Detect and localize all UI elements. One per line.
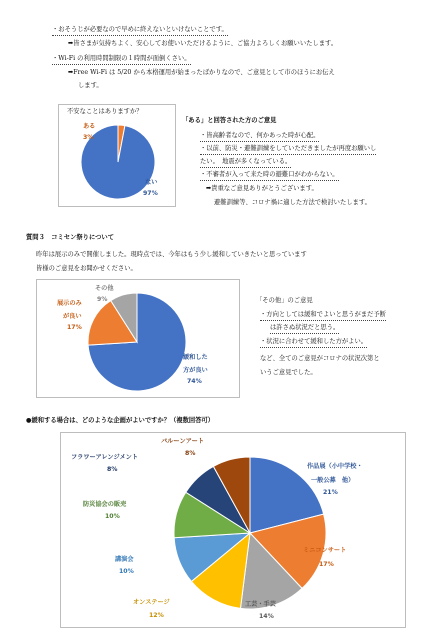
pie3-value-concert: 17% [319, 561, 334, 568]
pie-chart-3-frame [60, 432, 406, 628]
top-line-4b: します。 [78, 82, 103, 89]
pie3-label-bousai: 防災協会の販売 [83, 501, 127, 508]
q3-heading: 質問３ コミセン祭りについて [26, 234, 115, 241]
pie3-value-exhibit: 21% [323, 489, 338, 496]
pie2-value-exhibit: 17% [67, 324, 82, 331]
pie-chart-1-title: 不安なことはありますか？ [67, 108, 143, 115]
q3-body-1: 昨年は展示のみで開催しました。現時点では、今年はもう少し緩和していきたいと思っています [36, 251, 307, 258]
comment1-2: ・以前、防災・避難訓練をしていただきましたが再度お願いし [200, 145, 376, 155]
pie1-value-aru: 3% [83, 134, 94, 141]
other-opinion-3: ・状況に合わせて緩和した方がよい。 [260, 338, 367, 348]
pie3-label-exhibit-2: 一般公募 他） [311, 477, 355, 484]
other-opinion-1: ・方向としては緩和でよいと思うがまだ予断 [260, 311, 386, 321]
pie2-label-relax-2: 方が良い [183, 367, 208, 374]
pie3-value-flower: 8% [107, 466, 118, 473]
other-opinion-summary-2: いうご意見でした。 [260, 369, 317, 376]
pie2-label-exhibit-2: が良い [63, 313, 82, 320]
pie3-value-lecture: 10% [119, 568, 134, 575]
pie3-label-exhibit-1: 作品展（小中学校・ [307, 463, 363, 470]
pie3-value-bousai: 10% [105, 513, 120, 520]
pie3-value-craft: 14% [259, 613, 274, 620]
comment1-reply-1: ➡貴重なご意見ありがとうございます。 [206, 185, 318, 192]
pie2-value-other: 9% [97, 296, 108, 303]
top-line-1: ・おそうじが必要なので早めに終えないといけないことです。 [52, 26, 228, 36]
pie2-label-relax-1: 緩和した [183, 354, 208, 361]
pie2-label-exhibit-1: 展示のみ [57, 300, 82, 307]
other-opinion-2: は許さぬ状況だと思う。 [270, 324, 339, 334]
q4-heading: ●緩和する場合は、どのような企画がよいですか？（複数回答可） [26, 417, 215, 424]
pie-chart-1 [59, 105, 177, 208]
pie3-value-balloon: 8% [185, 450, 196, 457]
pie2-value-relax: 74% [187, 378, 202, 385]
pie1-value-nai: 97% [143, 190, 158, 197]
comment1-1: ・皆高齢者なので、何かあった時が心配。 [200, 132, 319, 142]
pie3-label-lecture: 講演会 [115, 556, 134, 563]
pie3-label-concert: ミニコンサート [303, 547, 347, 554]
pie-chart-1-frame [58, 104, 176, 207]
pie1-label-aru: ある [83, 123, 96, 130]
top-line-2: ➡皆さまが気持ちよく、安心してお使いいただけるように、ご協力よろしくお願いいたします。 [68, 40, 338, 47]
pie3-label-craft: 工芸・手芸 [245, 601, 276, 608]
q3-body-2: 皆様のご意見をお聞かせください。 [36, 265, 137, 272]
pie1-caption: 「ある」と回答された方のご意見 [182, 117, 277, 124]
top-line-3: ・Wi-Fi の利用時間制限の１時間が面倒くさい。 [52, 55, 191, 65]
pie3-label-flower: フラワーアレンジメント [71, 454, 139, 461]
pie-chart-2-frame [36, 279, 240, 398]
other-opinion-summary-1: など、全てのご意見がコロナの状況次第と [260, 355, 380, 362]
comment1-4: ・不審者が入って来た時の避難口がわからない。 [200, 171, 339, 181]
pie3-label-balloon: バルーンアート [161, 438, 205, 445]
comment1-reply-2: 避難訓練等、コロナ禍に適した方法で検討いたします。 [214, 199, 371, 206]
pie2-label-other: その他 [95, 285, 114, 292]
other-opinions-title: 「その他」のご意見 [256, 297, 313, 304]
comment1-3: たい。 地震が多くなっている。 [200, 158, 291, 168]
pie3-value-onstage: 12% [149, 612, 164, 619]
top-line-4a: ➡Free Wi-Fi は 5/20 から本格運用が始まったばかりなので、ご意見として市のほうにお伝え [68, 69, 335, 76]
pie1-label-nai: ない [145, 179, 158, 186]
pie3-label-onstage: オンステージ [133, 599, 170, 606]
